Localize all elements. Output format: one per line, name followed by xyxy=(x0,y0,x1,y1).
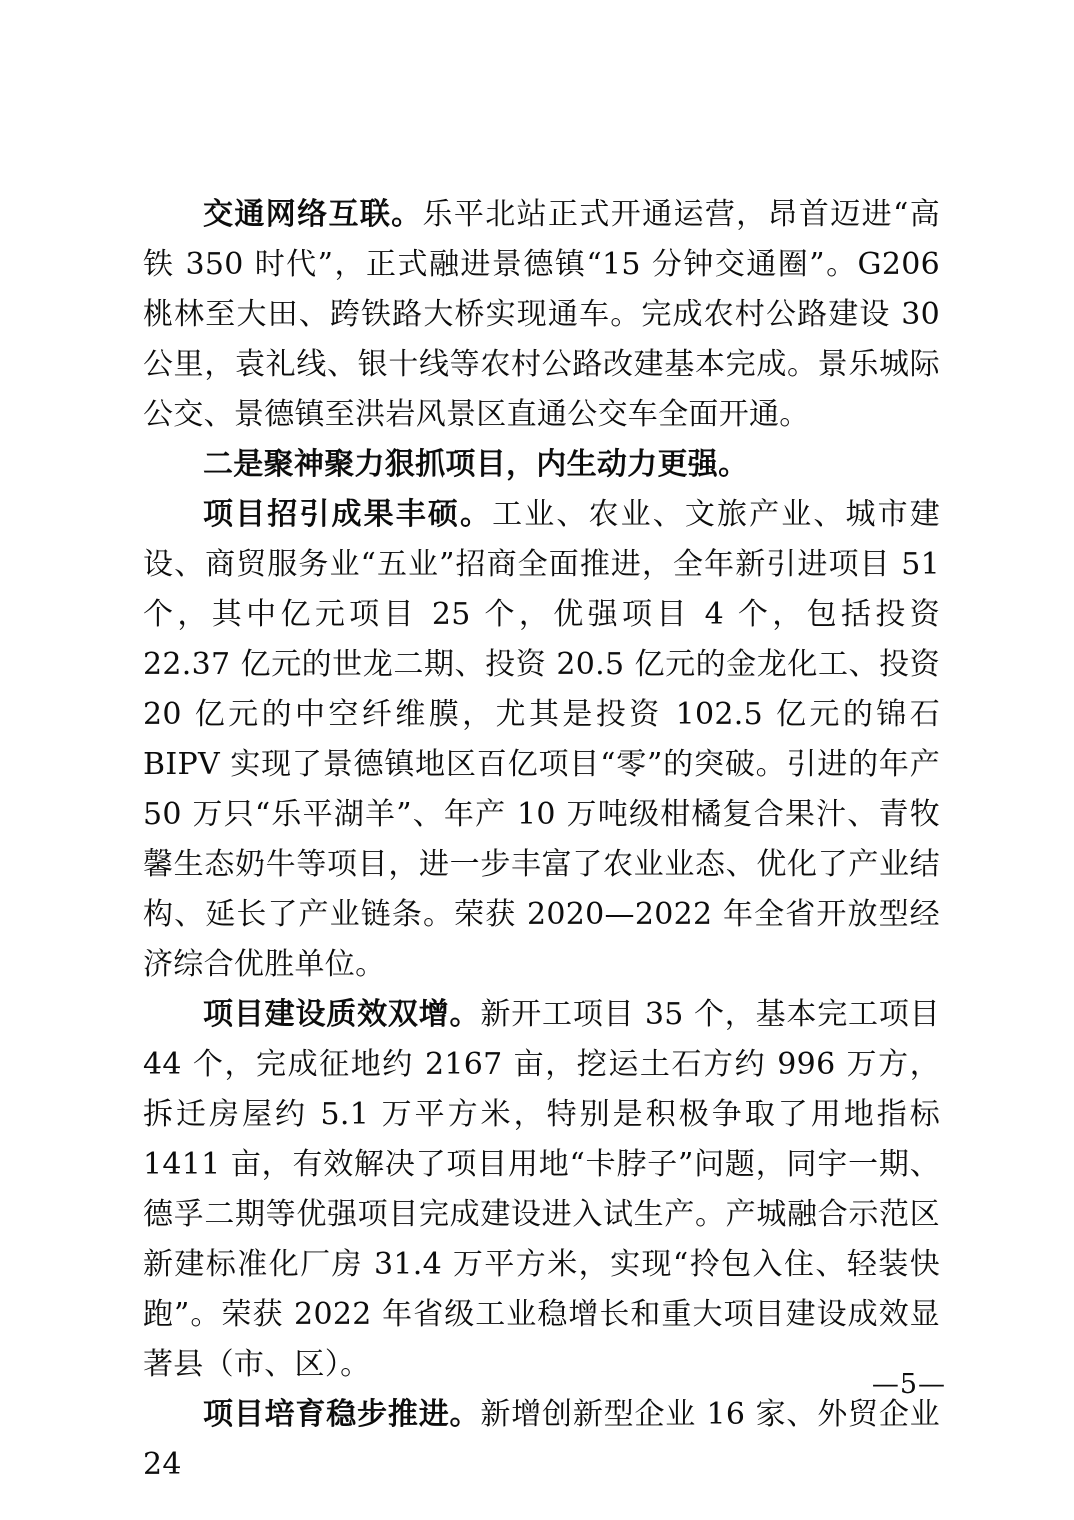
paragraph-transport-network xyxy=(143,190,940,440)
section-heading-projects xyxy=(143,440,940,490)
paragraph-lead-project-cultivation: 项目培育稳步推进。 xyxy=(203,1397,481,1432)
paragraph-lead-project-attraction: 项目招引成果丰硕。 xyxy=(203,497,493,532)
paragraph-body-project-construction: 新开工项目 35 个，基本完工项目 44 个，完成征地约 2167 亩，挖运土石方约 996 万方，拆迁房屋约 5.1 万平方米，特别是积极争取了用地指标 1411 亩，有效解决了项目用地“卡脖子”问题，同宇一期、德孚二期等优强项目完成建设进入试生产。产城融合示范区新建标准化厂房 31.4 万平方米，实现“拎包入住、轻装快跑”。荣获 2022 年省级工业稳增长和重大项目建设成效显著县（市、区）。 xyxy=(143,997,940,1382)
paragraph-body-project-cultivation: 新增创新型企业 16 家、外贸企业 24 xyxy=(143,1397,940,1482)
section-heading-projects-text: 二是聚神聚力狠抓项目，内生动力更强。 xyxy=(203,447,749,482)
document-page-body xyxy=(143,190,940,1490)
paragraph-body-project-attraction: 工业、农业、文旅产业、城市建设、商贸服务业“五业”招商全面推进，全年新引进项目 51 个，其中亿元项目 25 个，优强项目 4 个，包括投资 22.37 亿元的世龙二期、投资 20.5 亿元的金龙化工、投资 20 亿元的中空纤维膜，尤其是投资 102.5 亿元的锦石 BIPV 实现了景德镇地区百亿项目“零”的突破。引进的年产 50 万只“乐平湖羊”、年产 10 万吨级柑橘复合果汁、青牧馨生态奶牛等项目，进一步丰富了农业业态、优化了产业结构、延长了产业链条。荣获 2020—2022 年全省开放型经济综合优胜单位。 xyxy=(143,497,941,982)
paragraph-lead-transport-network: 交通网络互联。 xyxy=(203,197,423,232)
paragraph-project-construction xyxy=(143,990,940,1390)
page-number: —5— xyxy=(871,1369,946,1400)
paragraph-project-cultivation xyxy=(143,1390,940,1490)
paragraph-project-attraction xyxy=(143,490,940,990)
paragraph-lead-project-construction: 项目建设质效双增。 xyxy=(203,997,481,1032)
paragraph-body-transport-network: 乐平北站正式开通运营，昂首迈进“高铁 350 时代”，正式融进景德镇“15 分钟交通圈”。G206 桃林至大田、跨铁路大桥实现通车。完成农村公路建设 30 公里，袁礼线、银十线等农村公路改建基本完成。景乐城际公交、景德镇至洪岩风景区直通公交车全面开通。 xyxy=(143,197,940,432)
